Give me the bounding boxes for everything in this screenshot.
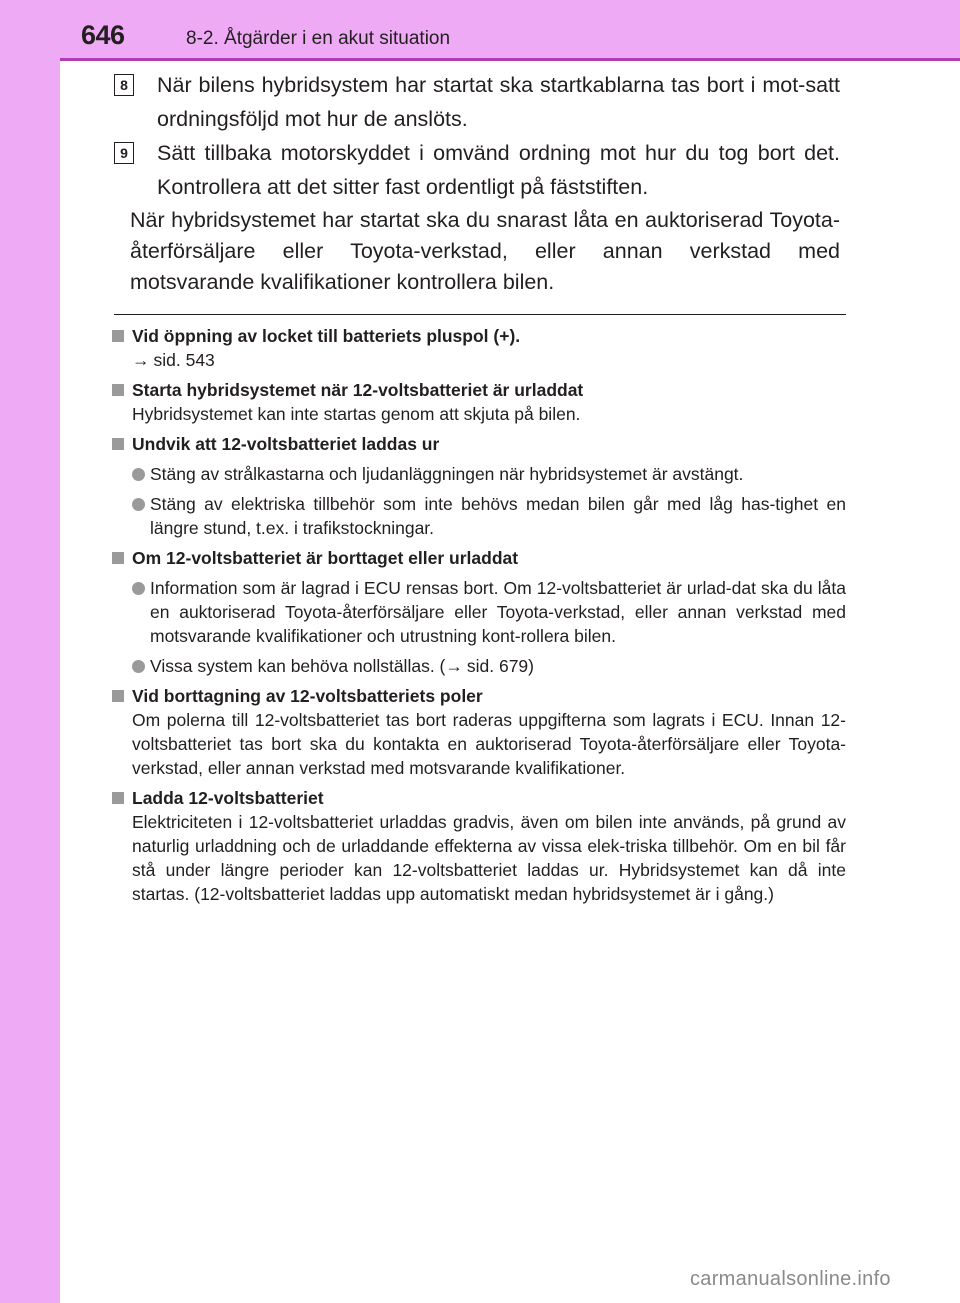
note-heading: Vid borttagning av 12-voltsbatteriets poler	[110, 684, 846, 708]
step-number-box: 8	[114, 74, 134, 96]
step-number-box: 9	[114, 142, 134, 164]
header-divider	[60, 58, 960, 61]
summary-paragraph: När hybridsystemet har startat ska du snarast låta en auktoriserad Toyota-återförsäljare eller Toyota-verkstad, eller annan verkstad med motsvarande kvalifikationer kontrollera bilen.	[130, 208, 840, 294]
note-body: Om polerna till 12-voltsbatteriet tas bort raderas uppgifterna som lagrats i ECU. Innan 12-voltsbatteriet tas bort ska du kontakta en auktoriserad Toyota-återförsäljare eller Toyota-verkstad, eller annan verkstad med motsvarande kvalifikationer.	[132, 710, 846, 778]
note-heading: Vid öppning av locket till batteriets pluspol (+).	[110, 324, 846, 348]
note-body: Hybridsystemet kan inte startas genom att skjuta på bilen.	[132, 404, 581, 424]
section-divider	[114, 314, 846, 315]
step-text: När bilens hybridsystem har startat ska startkablarna tas bort i mot-satt ordningsföljd mot hur de anslöts.	[157, 73, 840, 131]
square-bullet-icon	[112, 552, 124, 564]
bullet-item: Information som är lagrad i ECU rensas bort. Om 12-voltsbatteriet är urlad-dat ska du låta en auktoriserad Toyota-återförsäljare eller Toyota-verkstad, eller annan verkstad med motsvarande kvalifikationer och utrustning kont-rollera bilen.	[132, 576, 846, 648]
note-heading: Ladda 12-voltsbatteriet	[110, 786, 846, 810]
square-bullet-icon	[112, 792, 124, 804]
side-color-band	[0, 0, 60, 1303]
note-heading: Om 12-voltsbatteriet är borttaget eller urladdat	[110, 546, 846, 570]
circle-bullet-icon	[132, 498, 145, 511]
notes-section	[110, 318, 846, 906]
watermark: carmanualsonline.info	[690, 1268, 891, 1290]
arrow-right-icon: →	[132, 350, 150, 370]
square-bullet-icon	[112, 330, 124, 342]
square-bullet-icon	[112, 690, 124, 702]
step-text: Sätt tillbaka motorskyddet i omvänd ordning mot hur du tog bort det. Kontrollera att det sitter fast ordentligt på fäststiften.	[157, 141, 840, 199]
square-bullet-icon	[112, 438, 124, 450]
bullet-item: Vissa system kan behöva nollställas. (→ sid. 679)	[132, 654, 846, 678]
square-bullet-icon	[112, 384, 124, 396]
circle-bullet-icon	[132, 582, 145, 595]
section-title: 8-2. Åtgärder i en akut situation	[186, 28, 451, 49]
page-reference[interactable]: → sid. 543	[132, 350, 215, 370]
step-8	[114, 68, 840, 136]
circle-bullet-icon	[132, 468, 145, 481]
step-9	[114, 136, 840, 204]
note-heading: Starta hybridsystemet när 12-voltsbatteriet är urladdat	[110, 378, 846, 402]
page-number: 646	[81, 20, 125, 50]
arrow-right-icon: →	[445, 656, 463, 676]
page-reference[interactable]: sid. 679)	[466, 656, 534, 676]
note-body: Elektriciteten i 12-voltsbatteriet urladdas gradvis, även om bilen inte används, på grund av naturlig urladdning och de urladdande effekterna av vissa elek-triska tillbehör. Om en bil får stå under längre perioder kan 12-voltsbatteriet laddas ur. Hybridsystemet kan då inte startas. (12-voltsbatteriet laddas upp automatiskt medan hybridsystemet är i gång.)	[132, 812, 846, 904]
bullet-item: Stäng av elektriska tillbehör som inte behövs medan bilen går med låg has-tighet en längre stund, t.ex. i trafikstockningar.	[132, 492, 846, 540]
bullet-item: Stäng av strålkastarna och ljudanläggningen när hybridsystemet är avstängt.	[132, 462, 846, 486]
note-heading: Undvik att 12-voltsbatteriet laddas ur	[110, 432, 846, 456]
circle-bullet-icon	[132, 660, 145, 673]
